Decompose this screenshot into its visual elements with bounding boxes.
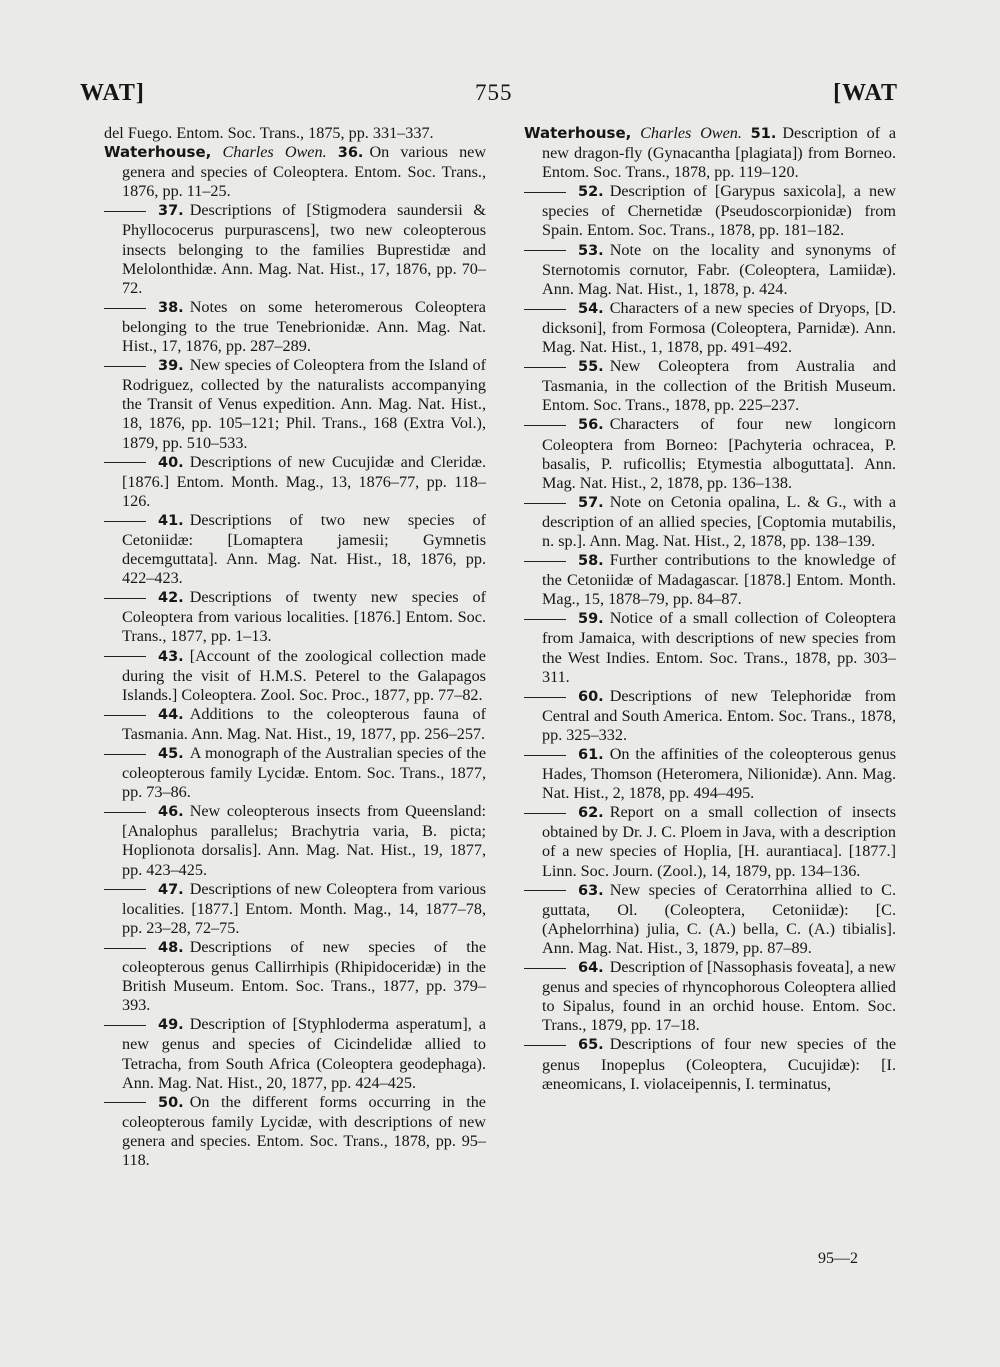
entry-text: Description of [Garypus saxicola], a new species of Chernetidæ (Pseudoscorpionidæ) from Spain. Entom. Soc. Trans., 1878, pp. 181–182. [542, 182, 896, 240]
entry-text: Description of a new dragon-fly (Gynacantha [plagiata]) from Borneo. Entom. Soc. Trans., 1878, pp. 119–120. [542, 124, 897, 182]
bibliography-entry [104, 938, 486, 1015]
entry-text: A monograph of the Australian species of the coleopterous family Lycidæ. Entom. Soc. Trans., 1877, pp. 73–86. [122, 744, 486, 802]
bibliography-entry [104, 356, 486, 452]
ditto-dash [524, 697, 566, 698]
bibliography-entry [524, 609, 896, 686]
entry-text: Additions to the coleopterous fauna of Tasmania. Ann. Mag. Nat. Hist., 19, 1877, pp. 256–257. [122, 704, 486, 743]
left-column [104, 124, 486, 1170]
ditto-dash [524, 309, 566, 310]
entry-text: Description of [Styphloderma asperatum], a new genus and species of Cicindelidæ allied to Tetracha, from South Africa (Coleoptera geodephaga). Ann. Mag. Nat. Hist., 20, 1877, pp. 424–425. [122, 1015, 486, 1092]
entry-text: Descriptions of two new species of Cetoniidæ: [Lomaptera jamesii; Gymnetis decemguttata]. Ann. Mag. Nat. Hist., 18, 1876, pp. 422–423. [122, 510, 486, 588]
entry-text: New species of Ceratorrhina allied to C. guttata, Ol. (Coleoptera, Cetoniidæ): [C. (Aphelorrhina) julia, C. (A.) bella, C. (A.) tibialis]. Ann. Mag. Nat. Hist., 3, 1879, pp. 87–89. [542, 880, 896, 957]
bibliography-entry [524, 415, 896, 492]
entry-number: 58. [578, 553, 604, 570]
entry-number: 45. [158, 746, 184, 762]
bibliography-entry [104, 705, 486, 744]
page-number: 755 [475, 80, 513, 105]
entry-text: Descriptions of new species of the coleopterous genus Callirrhipis (Rhipidoceridæ) in the British Museum. Entom. Soc. Trans., 1877, pp. 379–393. [122, 937, 486, 1015]
bibliography-entry [104, 1015, 486, 1092]
entry-number: 55. [578, 359, 604, 376]
ditto-dash [524, 503, 566, 504]
ditto-dash [524, 192, 566, 193]
entry-number: 62. [578, 805, 604, 822]
ditto-dash [104, 598, 146, 599]
bibliography-entry [104, 802, 486, 879]
entry-number: 64. [578, 960, 604, 977]
ditto-dash [524, 813, 566, 814]
ditto-dash [104, 1025, 146, 1026]
entry-number: 65. [578, 1037, 604, 1054]
ditto-dash [524, 367, 566, 368]
bibliography-entry [104, 201, 486, 297]
entry-text: Descriptions of new Coleoptera from various localities. [1877.] Entom. Month. Mag., 14, 1877–78, pp. 23–28, 72–75. [122, 879, 486, 937]
ditto-dash [104, 656, 146, 657]
ditto-dash [104, 715, 146, 716]
bibliography-entry [524, 493, 896, 551]
author-forenames: Charles Owen. [640, 124, 742, 142]
ditto-dash [104, 211, 146, 212]
entry-number: 44. [158, 706, 184, 723]
entry-text: New species of Coleoptera from the Island of Rodriguez, collected by the naturalists accompanying the Transit of Venus expedition. Ann. Mag. Nat. Hist., 18, 1876, pp. 105–121; Phil. Trans., 168 (Extra Vol.), 1879, pp. 510–533. [122, 356, 486, 452]
entry-number: 46. [158, 804, 184, 821]
entry-text: Characters of a new species of Dryops, [D. dicksoni], from Formosa (Coleoptera, Parnidæ). Ann. Mag. Nat. Hist., 1, 1878, pp. 491–492. [542, 298, 896, 357]
author-forenames: Charles Owen. [222, 143, 327, 162]
entry-number: 53. [578, 242, 604, 259]
ditto-dash [104, 889, 146, 890]
ditto-dash [524, 250, 566, 251]
entry-continuation [104, 124, 486, 143]
entry-number: 50. [158, 1094, 184, 1111]
entry-number: 43. [158, 648, 184, 665]
bibliography-entry [104, 647, 486, 705]
entry-text: On various new genera and species of Coleoptera. Entom. Soc. Trans., 1876, pp. 11–25. [122, 143, 487, 201]
right-column [524, 124, 896, 1094]
running-head-right: [WAT [833, 80, 898, 106]
entry-number: 63. [578, 882, 604, 899]
author-name: Waterhouse, [104, 143, 212, 162]
entry-text: Notes on some heteromerous Coleoptera belonging to the true Tenebrionidæ. Ann. Mag. Nat. Hist., 17, 1876, pp. 287–289. [122, 297, 486, 356]
running-head-left: WAT] [80, 80, 145, 106]
bibliography-entry [524, 182, 896, 240]
ditto-dash [104, 754, 146, 755]
entry-number: 41. [158, 512, 184, 529]
bibliography-entry [524, 958, 896, 1035]
entry-number: 54. [578, 300, 604, 317]
author-entry [524, 124, 896, 182]
entry-number: 49. [158, 1017, 184, 1034]
entry-text: [Account of the zoological collection made during the visit of H.M.S. Peterel to the Galapagos Islands.] Coleoptera. Zool. Soc. Proc., 1877, pp. 77–82. [122, 646, 486, 704]
ditto-dash [104, 308, 146, 309]
bibliography-entry [104, 511, 486, 588]
entry-text: Description of [Nassophasis foveata], a new genus and species of rhyncophorous Coleoptera allied to Sipalus, found in an orchid house. Entom. Soc. Trans., 1879, pp. 17–18. [542, 958, 896, 1035]
entry-text: del Fuego. Entom. Soc. Trans., 1875, pp. 331–337. [104, 124, 434, 142]
bibliography-entry [104, 298, 486, 356]
ditto-dash [104, 521, 146, 522]
entry-text: New Coleoptera from Australia and Tasmania, in the collection of the British Museum. Entom. Soc. Trans., 1878, pp. 225–237. [542, 357, 896, 415]
bibliography-entry [524, 687, 896, 745]
bibliography-entry [104, 744, 486, 802]
ditto-dash [524, 425, 566, 426]
author-entry [104, 143, 486, 201]
entry-number: 47. [158, 881, 184, 898]
author-name: Waterhouse, [524, 124, 632, 142]
bibliography-entry [524, 881, 896, 958]
entry-text: On the different forms occurring in the coleopterous family Lycidæ, with descriptions of new genera and species. Entom. Soc. Trans., 1878, pp. 95–118. [122, 1092, 486, 1169]
bibliography-entry [524, 551, 896, 609]
ditto-dash [524, 968, 566, 969]
ditto-dash [524, 1045, 566, 1046]
ditto-dash [524, 755, 566, 756]
bibliography-entry [104, 880, 486, 938]
ditto-dash [524, 561, 566, 562]
entry-text: Descriptions of new Telephoridæ from Central and South America. Entom. Soc. Trans., 1878, pp. 325–332. [542, 686, 896, 744]
bibliography-entry [524, 357, 896, 415]
entry-number: 42. [158, 590, 184, 607]
entry-text: Note on Cetonia opalina, L. & G., with a description of an allied species, [Coptomia mutabilis, n. sp.]. Ann. Mag. Nat. Hist., 2, 1878, pp. 138–139. [542, 492, 896, 550]
entry-number: 60. [578, 688, 604, 705]
entry-number: 61. [578, 747, 604, 763]
entry-number: 37. [158, 203, 184, 220]
entry-text: Descriptions of [Stigmodera saundersii & Phyllococerus purpurascens], two new coleopterous insects belonging to the families Buprestidæ and Melolonthidæ. Ann. Mag. Nat. Hist., 17, 1876, pp. 70–72. [122, 201, 486, 297]
entry-number: 51. [750, 126, 777, 142]
entry-number: 39. [158, 358, 184, 375]
bibliography-entry [524, 803, 896, 880]
ditto-dash [524, 619, 566, 620]
bibliography-entry [104, 1093, 486, 1170]
ditto-dash [104, 812, 146, 813]
entry-text: Note on the locality and synonyms of Sternotomis cornutor, Fabr. (Coleoptera, Lamiidæ). Ann. Mag. Nat. Hist., 1, 1878, p. 424. [542, 240, 896, 298]
entry-text: New coleopterous insects from Queensland: [Analophus parallelus; Brachytria varia, B. picta; Hoplionota dorsalis]. Ann. Mag. Nat. Hist., 19, 1877, pp. 423–425. [122, 802, 486, 879]
entry-number: 52. [578, 184, 604, 201]
entry-number: 36. [337, 145, 364, 162]
bibliography-entry [104, 588, 486, 646]
entry-text: Further contributions to the knowledge of the Cetoniidæ of Madagascar. [1878.] Entom. Month. Mag., 15, 1878–79, pp. 84–87. [542, 551, 896, 609]
entry-number: 56. [578, 417, 604, 434]
entry-text: Descriptions of twenty new species of Coleoptera from various localities. [1876.] Entom. Soc. Trans., 1877, pp. 1–13. [122, 588, 486, 646]
entry-text: Notice of a small collection of Coleoptera from Jamaica, with descriptions of new species from the West Indies. Entom. Soc. Trans., 1878, pp. 303–311. [542, 609, 896, 686]
entry-number: 57. [578, 494, 604, 511]
ditto-dash [104, 462, 146, 463]
bibliography-entry [104, 453, 486, 511]
ditto-dash [524, 890, 566, 891]
ditto-dash [104, 366, 146, 367]
ditto-dash [104, 1102, 146, 1103]
signature-mark: 95—2 [818, 1250, 858, 1267]
entry-text: Report on a small collection of insects obtained by Dr. J. C. Ploem in Java, with a description of a new species of Hoplia, [H. aurantiaca]. [1877.] Linn. Soc. Journ. (Zool.), 14, 1879, pp. 134–136. [542, 803, 896, 880]
entry-number: 59. [578, 611, 604, 628]
entry-number: 48. [158, 939, 184, 956]
entry-text: On the affinities of the coleopterous genus Hades, Thomson (Heteromera, Nilionidæ). Ann. Mag. Nat. Hist., 2, 1878, pp. 494–495. [542, 745, 896, 803]
entry-number: 40. [158, 454, 184, 471]
entry-text: Characters of four new longicorn Coleoptera from Borneo: [Pachyteria ochracea, P. basalis, P. ruficollis; Etymestia alboguttata]. Ann. Mag. Nat. Hist., 2, 1878, pp. 136–138. [542, 415, 896, 492]
entry-text: Descriptions of new Cucujidæ and Cleridæ. [1876.] Entom. Month. Mag., 13, 1876–77, pp. 118–126. [122, 452, 486, 510]
entry-text: Descriptions of four new species of the genus Inopeplus (Coleoptera, Cucujidæ): [I. æneomicans, I. violaceipennis, I. terminatus, [542, 1035, 896, 1093]
entry-number: 38. [158, 299, 184, 316]
bibliography-entry [524, 241, 896, 299]
bibliography-entry [524, 745, 896, 803]
bibliography-entry [524, 1035, 896, 1093]
ditto-dash [104, 948, 146, 949]
bibliography-entry [524, 299, 896, 357]
